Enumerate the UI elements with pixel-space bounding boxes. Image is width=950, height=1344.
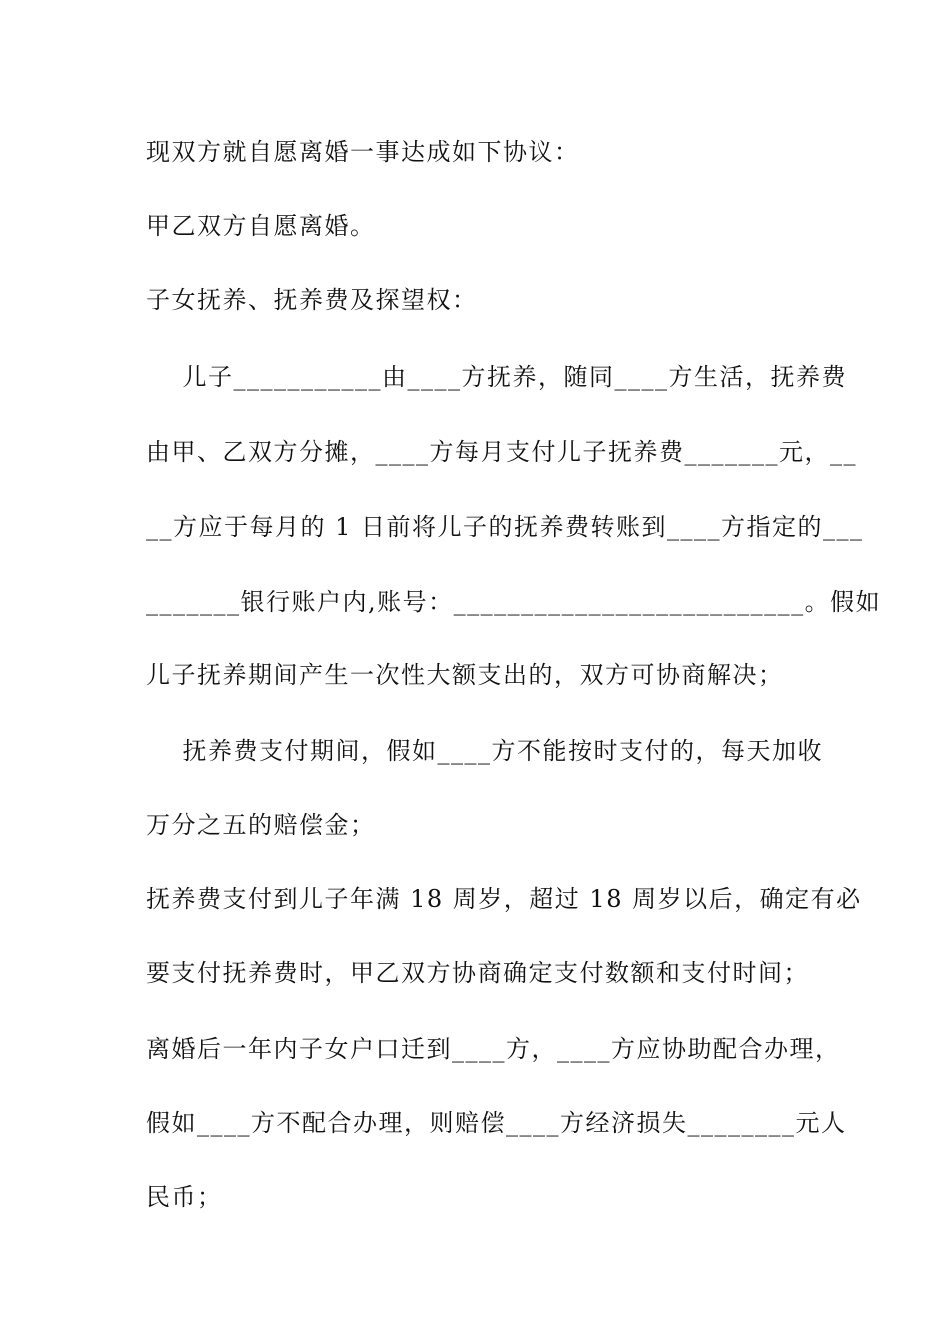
text-line: 假如____方不配合办理，则赔偿____方经济损失________元人 <box>146 1109 847 1137</box>
text-line: 儿子抚养期间产生一次性大额支出的，双方可协商解决； <box>146 661 784 689</box>
text-line: 抚养费支付期间，假如____方不能按时支付的，每天加收 <box>146 737 824 765</box>
text-line: _______银行账户内,账号：__________________________。假如 <box>146 588 882 616</box>
text-line: 民币； <box>146 1183 223 1211</box>
text-line: 儿子___________由____方抚养，随同____方生活，抚养费 <box>146 363 848 391</box>
text-line: 抚养费支付到儿子年满 18 周岁，超过 18 周岁以后，确定有必 <box>146 885 862 913</box>
text-line: 现双方就自愿离婚一事达成如下协议： <box>146 138 580 166</box>
text-line: 离婚后一年内子女户口迁到____方，____方应协助配合办理， <box>146 1035 841 1063</box>
text-line: __方应于每月的 1 日前将儿子的抚养费转账到____方指定的___ <box>146 513 864 541</box>
text-line: 由甲、乙双方分摊，____方每月支付儿子抚养费_______元，__ <box>146 438 857 466</box>
text-line: 子女抚养、抚养费及探望权： <box>146 286 478 314</box>
text-line: 万分之五的赔偿金； <box>146 811 376 839</box>
text-line: 要支付抚养费时，甲乙双方协商确定支付数额和支付时间； <box>146 959 809 987</box>
text-line: 甲乙双方自愿离婚。 <box>146 212 376 240</box>
